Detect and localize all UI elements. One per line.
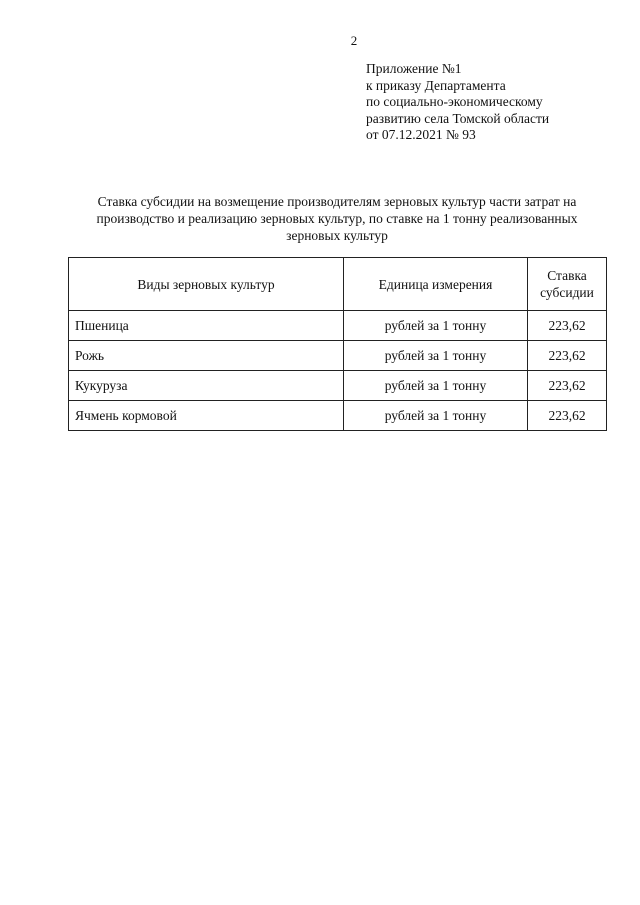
appendix-line: Приложение №1 bbox=[366, 61, 462, 76]
header-rate-line2: субсидии bbox=[540, 285, 594, 300]
header-rate-line1: Ставка bbox=[547, 268, 587, 283]
appendix-block bbox=[366, 61, 549, 144]
cell-rate: 223,62 bbox=[528, 371, 607, 401]
cell-rate: 223,62 bbox=[528, 311, 607, 341]
cell-crop: Кукуруза bbox=[69, 371, 344, 401]
cell-crop: Рожь bbox=[69, 341, 344, 371]
cell-rate: 223,62 bbox=[528, 341, 607, 371]
appendix-line: по социально-экономическому bbox=[366, 94, 543, 109]
appendix-line: к приказу Департамента bbox=[366, 77, 506, 93]
appendix-line: от 07.12.2021 № 93 bbox=[366, 127, 476, 142]
title-line: производство и реализацию зерновых культур, по ставке на 1 тонну реализованных bbox=[96, 211, 578, 226]
header-unit: Единица измерения bbox=[344, 258, 528, 311]
document-title bbox=[68, 193, 606, 244]
cell-crop: Ячмень кормовой bbox=[69, 401, 344, 431]
header-rate bbox=[528, 258, 607, 311]
table-row bbox=[69, 341, 607, 371]
table-row bbox=[69, 401, 607, 431]
title-line: зерновых культур bbox=[286, 228, 388, 243]
cell-unit: рублей за 1 тонну bbox=[344, 401, 528, 431]
page-number: 2 bbox=[350, 33, 358, 48]
cell-unit: рублей за 1 тонну bbox=[344, 341, 528, 371]
cell-crop: Пшеница bbox=[69, 311, 344, 341]
header-crop: Виды зерновых культур bbox=[69, 258, 344, 311]
title-line: Ставка субсидии на возмещение производителям зерновых культур части затрат на bbox=[97, 194, 577, 209]
table-row bbox=[69, 311, 607, 341]
appendix-line: развитию села Томской области bbox=[366, 110, 550, 126]
cell-unit: рублей за 1 тонну bbox=[344, 371, 528, 401]
subsidy-table bbox=[68, 257, 607, 431]
table-row bbox=[69, 371, 607, 401]
table-header-row bbox=[69, 258, 607, 311]
cell-rate: 223,62 bbox=[528, 401, 607, 431]
cell-unit: рублей за 1 тонну bbox=[344, 311, 528, 341]
